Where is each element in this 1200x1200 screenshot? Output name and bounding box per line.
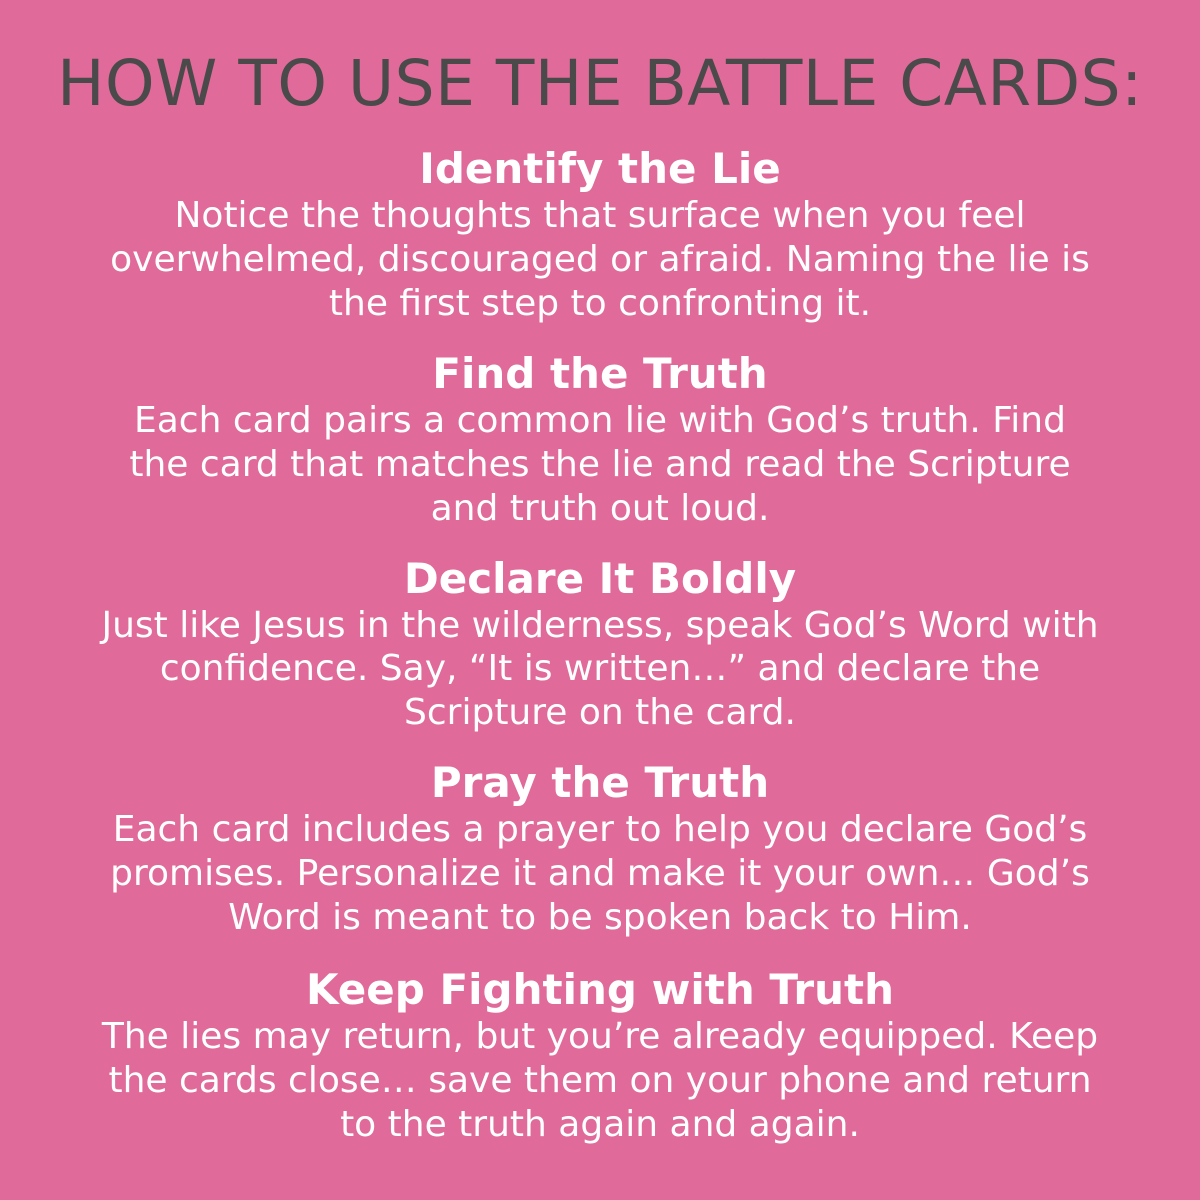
section-declare-it-boldly bbox=[100, 555, 1100, 736]
section-title: Declare It Boldly bbox=[403, 553, 797, 603]
section-keep-fighting-with-truth bbox=[100, 966, 1100, 1147]
section-title: Pray the Truth bbox=[430, 758, 770, 808]
page-title: HOW TO USE THE BATTLE CARDS: bbox=[57, 47, 1143, 120]
section-title: Find the Truth bbox=[432, 348, 768, 398]
section-body: Each card pairs a common lie with God’s truth. Find the card that matches the lie and read the Scripture and truth out loud. bbox=[129, 399, 1071, 529]
section-title: Identify the Lie bbox=[419, 144, 781, 193]
section-body: Notice the thoughts that surface when you feel overwhelmed, discouraged or afraid. Naming the lie is the first step to confronting it. bbox=[110, 195, 1090, 324]
section-pray-the-truth bbox=[100, 759, 1100, 940]
section-body: Just like Jesus in the wilderness, speak God’s Word with confidence. Say, “It is written…” and declare the Scripture on the card. bbox=[101, 604, 1099, 734]
section-identify-the-lie bbox=[100, 145, 1100, 326]
section-title: Keep Fighting with Truth bbox=[306, 965, 894, 1014]
section-body: The lies may return, but you’re already equipped. Keep the cards close… save them on your phone and return to the truth again and again. bbox=[101, 1016, 1099, 1145]
section-body: Each card includes a prayer to help you declare God’s promises. Personalize it and make it your own… God’s Word is meant to be spoken back to Him. bbox=[110, 809, 1090, 939]
section-find-the-truth bbox=[100, 350, 1100, 531]
